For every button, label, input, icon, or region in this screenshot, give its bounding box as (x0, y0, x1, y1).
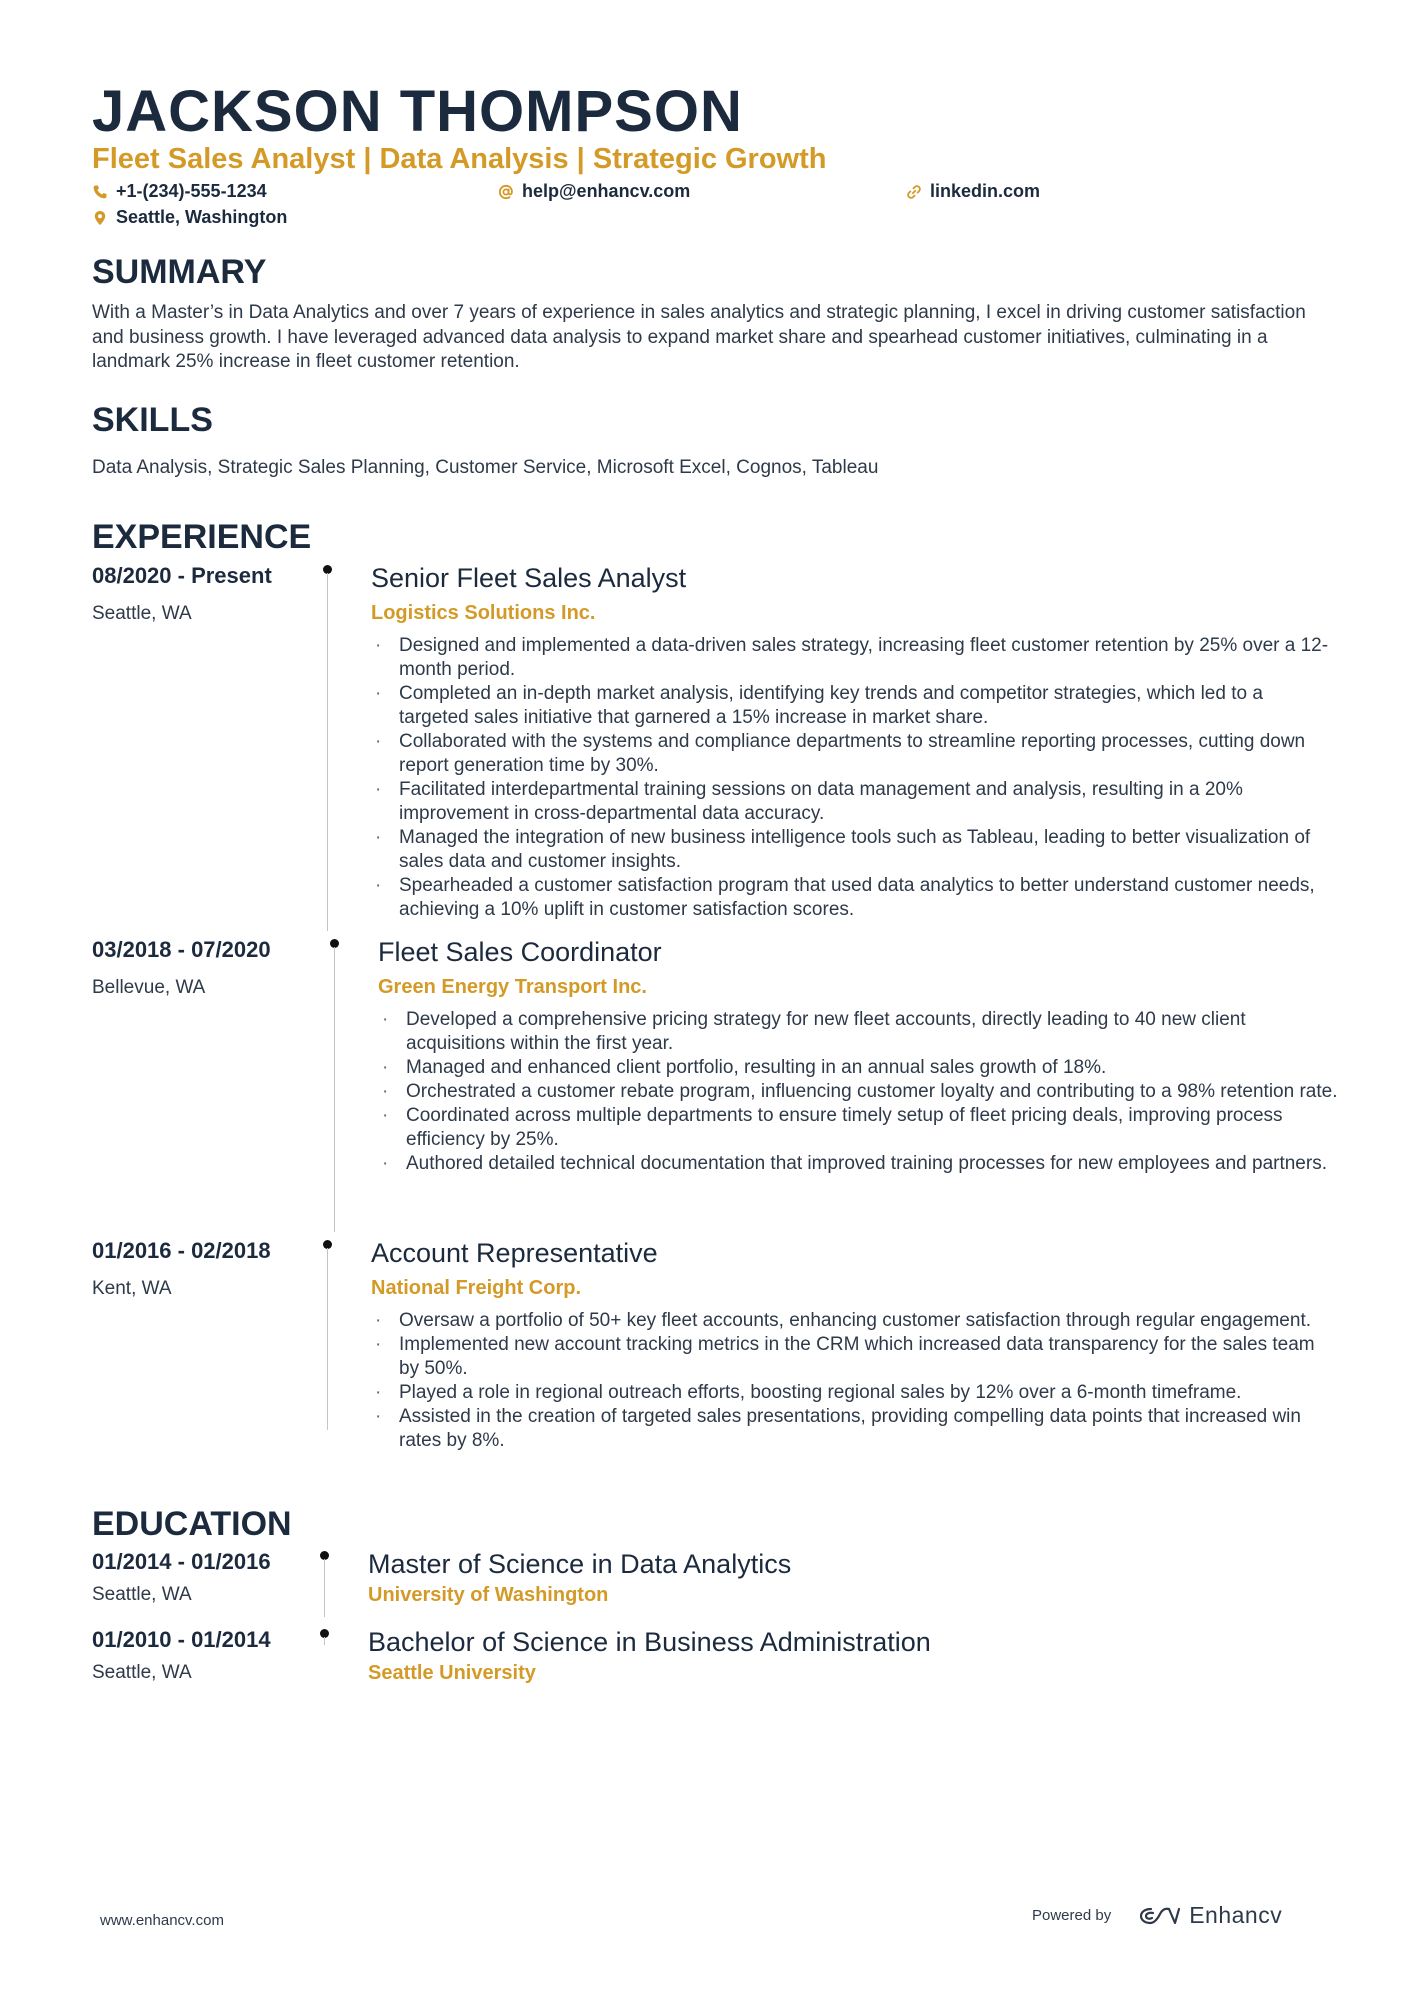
brand-name: Enhancv (1189, 1902, 1283, 1928)
job-title: Account Representative (371, 1238, 658, 1268)
job-bullet: · Assisted in the creation of targeted sales presentations, providing compelling data points that increased win rates by 8%. (371, 1405, 1331, 1453)
job-bullet: · Completed an in-depth market analysis, identifying key trends and competitor strategies, which led to a targeted sales initiative that garnered a 15% increase in market share. (371, 682, 1331, 730)
skills-text: Data Analysis, Strategic Sales Planning, Customer Service, Microsoft Excel, Cognos, Tableau (92, 457, 879, 478)
at-icon (498, 184, 514, 200)
experience-entry (92, 563, 1337, 933)
job-title: Senior Fleet Sales Analyst (371, 563, 687, 593)
degree-title: Master of Science in Data Analytics (368, 1549, 792, 1579)
phone-text: +1-(234)-555-1234 (116, 181, 267, 201)
job-bullet: · Authored detailed technical documentation that improved training processes for new employees and partners. (378, 1152, 1338, 1176)
education-dates: 01/2010 - 01/2014 (92, 1627, 271, 1652)
job-dates: 01/2016 - 02/2018 (92, 1238, 271, 1263)
company-name: Logistics Solutions Inc. (371, 602, 596, 624)
job-bullet: · Orchestrated a customer rebate program, influencing customer loyalty and contributing to a 98% retention rate. (378, 1080, 1338, 1104)
education-heading: EDUCATION (92, 1505, 292, 1543)
education-location: Seattle, WA (92, 1662, 192, 1683)
footer-website[interactable]: www.enhancv.com (100, 1912, 224, 1929)
job-bullets (371, 634, 1331, 922)
job-bullet: · Played a role in regional outreach efforts, boosting regional sales by 12% over a 6-month timeframe. (371, 1381, 1331, 1405)
degree-title: Bachelor of Science in Business Administration (368, 1627, 931, 1657)
timeline-line (324, 1559, 325, 1617)
job-bullet: · Collaborated with the systems and compliance departments to streamline reporting processes, cutting down report generation time by 30%. (371, 730, 1331, 778)
job-location: Kent, WA (92, 1278, 172, 1299)
job-bullet: · Managed the integration of new business intelligence tools such as Tableau, leading to better visualization of sales data and customer insights. (371, 826, 1331, 874)
job-location: Bellevue, WA (92, 977, 206, 998)
experience-heading: EXPERIENCE (92, 518, 312, 556)
footer-branding[interactable] (1032, 1902, 1282, 1929)
education-location: Seattle, WA (92, 1584, 192, 1605)
location-text: Seattle, Washington (116, 207, 288, 227)
job-bullet: · Oversaw a portfolio of 50+ key fleet accounts, enhancing customer satisfaction through regular engagement. (371, 1309, 1331, 1333)
location-pin-icon (92, 210, 108, 226)
contact-location (92, 207, 287, 228)
job-bullet: · Spearheaded a customer satisfaction program that used data analytics to better understand customer needs, achieving a 10% uplift in customer satisfaction scores. (371, 874, 1331, 922)
enhancv-logo-icon (1137, 1903, 1181, 1929)
school-name: University of Washington (368, 1584, 609, 1606)
experience-entry (92, 937, 1337, 1232)
phone-icon (92, 184, 108, 200)
education-entry (92, 1549, 1337, 1619)
company-name: National Freight Corp. (371, 1277, 581, 1299)
job-bullet: · Managed and enhanced client portfolio, resulting in an annual sales growth of 18%. (378, 1056, 1338, 1080)
candidate-tagline: Fleet Sales Analyst | Data Analysis | Strategic Growth (92, 143, 827, 175)
experience-entry (92, 1238, 1337, 1451)
powered-by-text: Powered by (1032, 1907, 1112, 1924)
job-bullet: · Developed a comprehensive pricing strategy for new fleet accounts, directly leading to 40 new client acquisitions within the first year. (378, 1008, 1338, 1056)
job-bullet: · Facilitated interdepartmental training sessions on data management and analysis, resulting in a 20% improvement in cross-departmental data accuracy. (371, 778, 1331, 826)
timeline-line (327, 573, 328, 931)
job-bullet: · Designed and implemented a data-driven sales strategy, increasing fleet customer retention by 25% over a 12-month period. (371, 634, 1331, 682)
contact-email[interactable] (498, 181, 690, 202)
school-name: Seattle University (368, 1662, 536, 1684)
summary-text: With a Master’s in Data Analytics and over 7 years of experience in sales analytics and strategic planning, I excel in driving customer satisfaction and business growth. I have leveraged advanced data analysis to expand market share and spearhead customer initiatives, culminating in a landmark 25% increase in fleet customer retention. (92, 302, 1306, 372)
email-text: help@enhancv.com (522, 181, 691, 201)
contact-linkedin[interactable] (906, 181, 1040, 202)
link-icon (906, 184, 922, 200)
education-entry (92, 1627, 1337, 1687)
job-bullets (378, 1008, 1338, 1176)
job-bullet: · Coordinated across multiple departments to ensure timely setup of fleet pricing deals, improving process efficiency by 25%. (378, 1104, 1338, 1152)
summary-heading: SUMMARY (92, 253, 267, 291)
contact-phone[interactable] (92, 181, 267, 202)
job-dates: 03/2018 - 07/2020 (92, 937, 271, 962)
job-bullet: · Implemented new account tracking metrics in the CRM which increased data transparency for the sales team by 50%. (371, 1333, 1331, 1381)
skills-heading: SKILLS (92, 401, 213, 439)
linkedin-text: linkedin.com (930, 181, 1041, 201)
job-location: Seattle, WA (92, 603, 192, 624)
education-dates: 01/2014 - 01/2016 (92, 1549, 271, 1574)
candidate-name: JACKSON THOMPSON (92, 79, 743, 144)
timeline-line (334, 947, 335, 1232)
timeline-line (324, 1637, 325, 1645)
job-bullets (371, 1309, 1331, 1453)
timeline-line (327, 1248, 328, 1430)
company-name: Green Energy Transport Inc. (378, 976, 647, 998)
job-title: Fleet Sales Coordinator (378, 937, 662, 967)
job-dates: 08/2020 - Present (92, 563, 272, 588)
